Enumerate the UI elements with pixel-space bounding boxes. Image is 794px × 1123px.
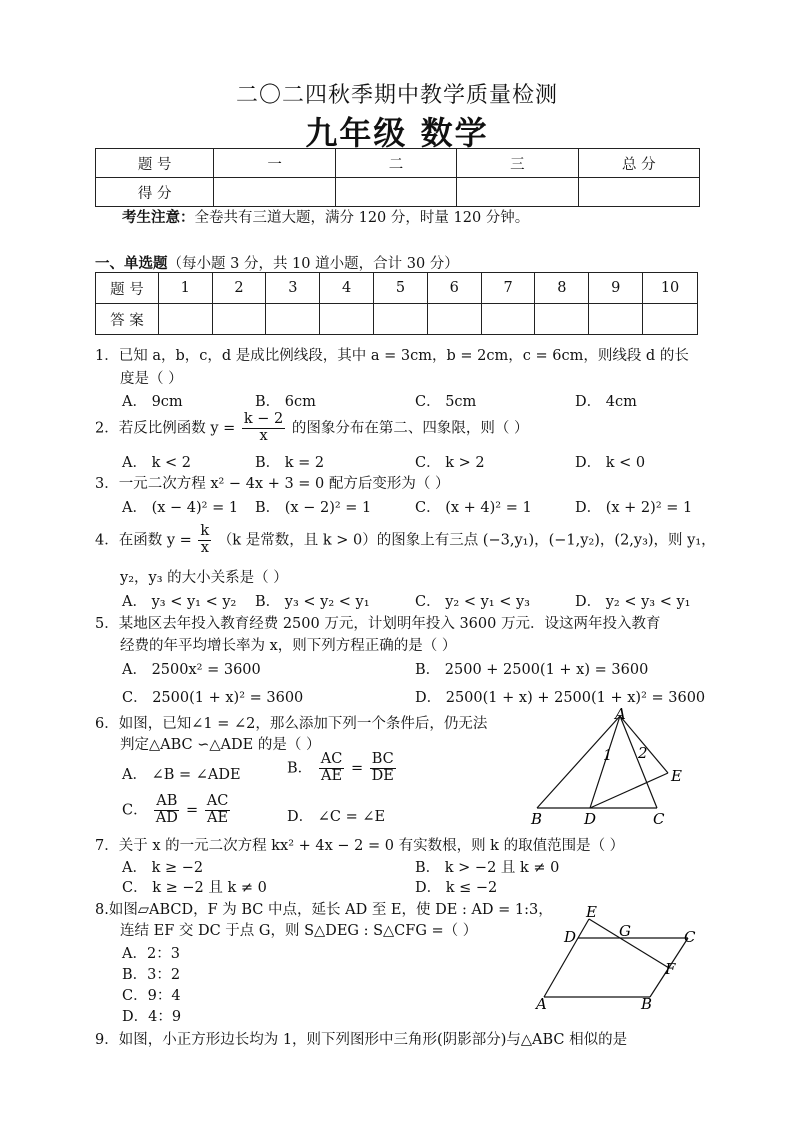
exam-notice	[122, 206, 529, 227]
q6-option-a[interactable]: A． ∠B = ∠ADE	[122, 767, 241, 783]
notice-text: 全卷共有三道大题，满分 120 分，时量 120 分钟。	[194, 210, 530, 226]
fig6-label-a: A	[615, 708, 626, 723]
q4-post: （k 是常数，且 k > 0）的图象上有三点 (−3,y₁)，(−1,y₂)，(2,y₃)，则 y₁，	[217, 532, 716, 549]
answer-cell[interactable]	[158, 304, 212, 335]
q3-option-c[interactable]: C． (x + 4)² = 1	[415, 500, 532, 516]
q7-stem: 7．关于 x 的一元二次方程 kx² + 4x − 2 = 0 有实数根，则 k 的取值范围是（ ）	[95, 838, 625, 854]
answer-table-header: 9	[589, 273, 643, 304]
q3-option-b[interactable]: B． (x − 2)² = 1	[255, 500, 372, 516]
answer-table-header: 7	[481, 273, 535, 304]
score-table-header: 三	[457, 149, 578, 178]
fig6-label-d: D	[584, 810, 597, 828]
q1-option-d[interactable]: D． 4cm	[575, 394, 637, 410]
q4-pre: 4．在函数 y =	[95, 532, 192, 549]
answer-table	[95, 272, 698, 335]
fig8-label-f: F	[665, 960, 676, 978]
q6-option-b[interactable]	[287, 752, 398, 785]
answer-table-header: 10	[643, 273, 698, 304]
answer-cell[interactable]	[320, 304, 374, 335]
q6-triangle-figure	[525, 708, 695, 828]
q1-stem: 1．已知 a，b，c，d 是成比例线段，其中 a = 3cm，b = 2cm，c = 6cm，则线段 d 的长	[95, 348, 689, 364]
fig8-label-a: A	[536, 995, 547, 1013]
q6-b-frac2	[370, 752, 396, 785]
q8-parallelogram-figure	[530, 902, 705, 1014]
exam-title: 二〇二四秋季期中教学质量检测	[235, 83, 558, 108]
q6-option-c-label: C．	[122, 802, 148, 819]
q6-c-frac1-bottom: AD	[155, 809, 178, 826]
q2-option-a[interactable]: A． k < 2	[122, 455, 191, 471]
fig8-label-d: D	[564, 928, 577, 946]
q6-b-frac2-bottom: DE	[371, 767, 394, 784]
fig6-label-2: 2	[638, 744, 648, 762]
section-heading	[95, 252, 459, 273]
q8-option-a[interactable]: A．2：3	[122, 946, 180, 962]
q7-option-a[interactable]: A． k ≥ −2	[122, 860, 204, 876]
q1-option-b[interactable]: B． 6cm	[255, 394, 316, 410]
answer-cell[interactable]	[643, 304, 698, 335]
q5-stem: 5．某地区去年投入教育经费 2500 万元，计划明年投入 3600 万元．设这两年投入教育	[95, 616, 661, 632]
segment-ac	[620, 716, 657, 808]
section-note: （每小题 3 分，共 10 道小题，合计 30 分）	[167, 256, 459, 272]
notice-label: 考生注意：	[122, 209, 195, 226]
answer-cell[interactable]	[589, 304, 643, 335]
score-cell[interactable]	[335, 178, 456, 207]
section-title: 一、单选题	[95, 256, 168, 272]
answer-table-row-label: 答 案	[96, 304, 159, 335]
answer-table-header: 题 号	[96, 273, 159, 304]
q6-option-c[interactable]	[122, 794, 232, 827]
q4-option-d[interactable]: D． y₂ < y₃ < y₁	[575, 594, 691, 610]
q4-option-a[interactable]: A． y₃ < y₁ < y₂	[122, 594, 237, 610]
q3-option-d[interactable]: D． (x + 2)² = 1	[575, 500, 693, 516]
q6-c-equals: =	[185, 802, 199, 819]
q4-frac-top: k	[200, 523, 210, 539]
q7-option-d[interactable]: D． k ≤ −2	[415, 880, 498, 896]
answer-table-header: 6	[427, 273, 481, 304]
q1-option-c[interactable]: C． 5cm	[415, 394, 477, 410]
q8-stem-cont: 连结 EF 交 DC 于点 G，则 S△DEG : S△CFG =（ ）	[120, 923, 478, 939]
q6-c-frac1	[154, 794, 179, 827]
q8-option-d[interactable]: D．4：9	[122, 1009, 182, 1025]
q4-stem	[95, 524, 716, 557]
fig8-label-c: C	[684, 928, 696, 946]
score-cell[interactable]	[457, 178, 578, 207]
answer-cell[interactable]	[212, 304, 266, 335]
answer-table-header: 1	[158, 273, 212, 304]
answer-table-header: 5	[374, 273, 428, 304]
q4-stem-cont: y₂，y₃ 的大小关系是（ ）	[120, 570, 288, 586]
q6-stem-cont: 判定△ABC ∽△ADE 的是（ ）	[120, 737, 321, 753]
q6-c-frac1-top: AB	[156, 793, 178, 809]
q7-option-b[interactable]: B． k > −2 且 k ≠ 0	[415, 860, 560, 876]
q6-c-frac2	[205, 794, 231, 827]
q2-frac-top: k − 2	[243, 411, 284, 427]
q2-frac-bottom: x	[259, 427, 268, 444]
fig6-label-c: C	[653, 810, 665, 828]
q6-b-frac2-top: BC	[371, 751, 394, 767]
q4-option-c[interactable]: C． y₂ < y₁ < y₃	[415, 594, 530, 610]
q5-option-b[interactable]: B． 2500 + 2500(1 + x) = 3600	[415, 662, 649, 678]
q6-b-frac1-bottom: AE	[321, 767, 343, 784]
q2-option-d[interactable]: D． k < 0	[575, 455, 646, 471]
answer-cell[interactable]	[266, 304, 320, 335]
q9-stem: 9．如图，小正方形边长均为 1，则下列图形中三角形(阴影部分)与△ABC 相似的是	[95, 1032, 628, 1048]
answer-table-header: 4	[320, 273, 374, 304]
q2-stem	[95, 412, 529, 445]
score-table-row-label: 得 分	[96, 178, 214, 207]
score-table-header: 一	[214, 149, 335, 178]
q5-option-a[interactable]: A． 2500x² = 3600	[122, 662, 261, 678]
fig8-label-g: G	[619, 922, 631, 940]
q3-stem: 3．一元二次方程 x² − 4x + 3 = 0 配方后变形为（ ）	[95, 476, 450, 492]
segment-da	[544, 938, 578, 997]
q2-pre: 2．若反比例函数 y =	[95, 420, 236, 437]
fig6-label-e: E	[671, 767, 682, 785]
q4-option-b[interactable]: B． y₃ < y₂ < y₁	[255, 594, 370, 610]
fig6-label-b: B	[531, 810, 543, 828]
q6-b-frac1	[319, 752, 345, 785]
q8-option-b[interactable]: B．3：2	[122, 967, 181, 983]
q3-option-a[interactable]: A． (x − 4)² = 1	[122, 500, 239, 516]
fig8-label-b: B	[641, 995, 653, 1013]
q6-c-frac2-top: AC	[206, 793, 229, 809]
answer-cell[interactable]	[535, 304, 589, 335]
q2-post: 的图象分布在第二、四象限，则（ ）	[291, 420, 529, 437]
q6-c-frac2-bottom: AE	[206, 809, 229, 826]
q6-stem: 6．如图，已知∠1 = ∠2，那么添加下列一个条件后，仍无法	[95, 716, 488, 732]
score-cell[interactable]	[578, 178, 699, 207]
q4-frac-bottom: x	[200, 539, 209, 556]
answer-cell[interactable]	[481, 304, 535, 335]
segment-de	[590, 773, 668, 808]
answer-table-header: 8	[535, 273, 589, 304]
q4-fraction	[198, 524, 211, 557]
q2-fraction	[242, 412, 285, 445]
answer-cell[interactable]	[374, 304, 428, 335]
q5-option-c[interactable]: C． 2500(1 + x)² = 3600	[122, 690, 304, 706]
q6-option-d[interactable]: D． ∠C = ∠E	[287, 809, 386, 825]
q1-stem-cont: 度是（ ）	[120, 371, 183, 387]
q6-b-equals: =	[350, 760, 364, 777]
q1-option-a[interactable]: A． 9cm	[122, 394, 183, 410]
answer-table-header: 2	[212, 273, 266, 304]
segment-de	[578, 919, 589, 938]
score-cell[interactable]	[214, 178, 335, 207]
q6-b-frac1-top: AC	[320, 751, 343, 767]
score-table-header: 总 分	[578, 149, 699, 178]
q8-stem: 8.如图▱ABCD，F 为 BC 中点，延长 AD 至 E，使 DE : AD = 1:3，	[95, 902, 553, 918]
q5-stem-cont: 经费的年平均增长率为 x，则下列方程正确的是（ ）	[120, 638, 457, 654]
q5-option-d[interactable]: D． 2500(1 + x) + 2500(1 + x)² = 3600	[415, 690, 706, 706]
q7-option-c[interactable]: C． k ≥ −2 且 k ≠ 0	[122, 880, 267, 896]
fig6-label-1: 1	[603, 746, 613, 764]
fig8-label-e: E	[586, 903, 597, 921]
subject-title: 九年级 数学	[305, 114, 489, 152]
answer-table-header: 3	[266, 273, 320, 304]
q2-option-b[interactable]: B． k = 2	[255, 455, 325, 471]
q8-option-c[interactable]: C．9：4	[122, 988, 181, 1004]
score-table-header: 二	[335, 149, 456, 178]
score-table-header: 题 号	[96, 149, 214, 178]
score-table	[95, 148, 700, 207]
answer-cell[interactable]	[427, 304, 481, 335]
q6-option-b-label: B．	[287, 760, 313, 777]
q2-option-c[interactable]: C． k > 2	[415, 455, 485, 471]
